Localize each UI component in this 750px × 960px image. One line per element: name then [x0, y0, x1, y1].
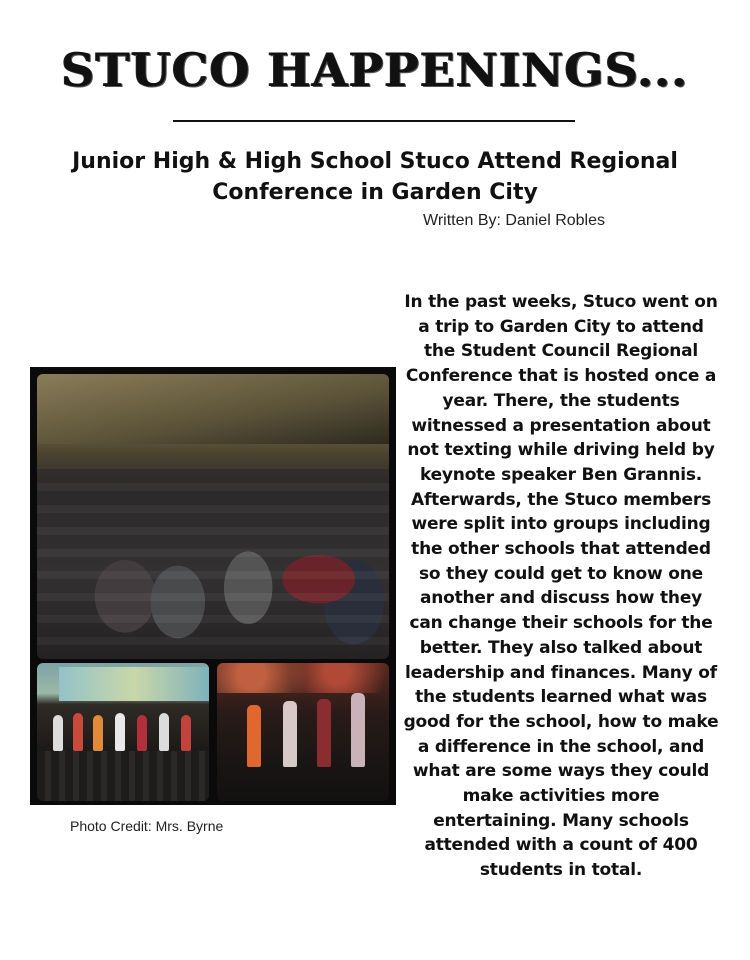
student-figure: [93, 715, 103, 751]
auditorium-seats: [37, 469, 389, 659]
student-figure: [247, 705, 261, 767]
projection-screen: [59, 667, 209, 701]
title-divider: [173, 120, 575, 122]
students-on-stage-photo: [37, 663, 209, 801]
student-figure: [53, 715, 63, 751]
student-figure: [159, 713, 169, 751]
photo-collage: [30, 367, 396, 805]
article-body: In the past weeks, Stuco went on a trip to Garden City to attend the Student Council Regional Conference that is hosted once a year. There, the students witnessed a presentation about not texting while driving held by keynote speaker Ben Grannis. Afterwards, the Stuco members were split into groups including the other schools that attended so they could get to know one another and discuss how they can change their schools for the better. They also talked about leadership and finances. Many of the students learned what was good for the school, how to make a difference in the school, and what are some ways they could make activities more entertaining. Many schools attended with a count of 400 students in total.: [403, 292, 719, 881]
audience-rows: [37, 751, 209, 801]
article-headline: Junior High & High School Stuco Attend Regional Conference in Garden City: [72, 149, 678, 205]
stage-lights: [217, 663, 389, 693]
student-figure: [317, 699, 331, 767]
student-figure: [137, 715, 147, 751]
student-figure: [351, 693, 365, 767]
students-seated-in-auditorium-photo: [37, 374, 389, 659]
students-presenting-photo: [217, 663, 389, 801]
article-byline: Written By: Daniel Robles: [423, 212, 605, 229]
auditorium-ceiling: [37, 374, 389, 444]
photo-credit: Photo Credit: Mrs. Byrne: [70, 818, 224, 834]
masthead-title: STUCO HAPPENINGS...: [61, 43, 689, 97]
student-figure: [115, 713, 125, 751]
student-figure: [73, 713, 83, 751]
student-figure: [283, 701, 297, 767]
student-figure: [181, 715, 191, 751]
